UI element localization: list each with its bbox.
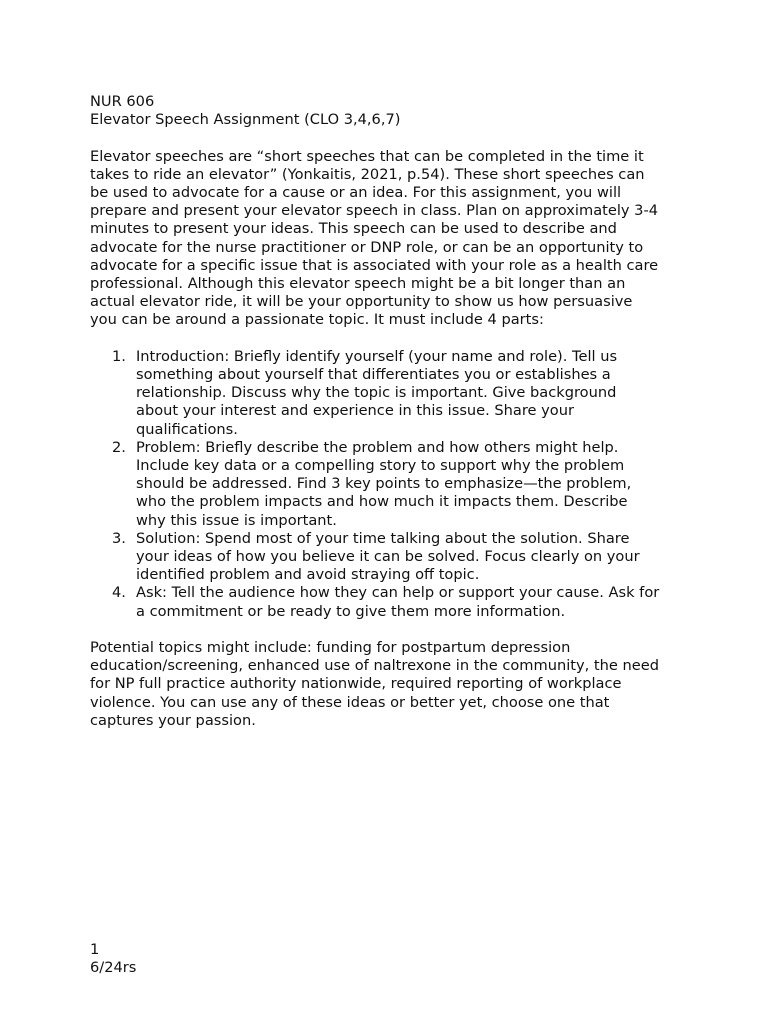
intro-line: advocate for a specific issue that is associated with your role as a health care bbox=[90, 256, 659, 274]
list-item-line: about your interest and experience in this issue. Share your bbox=[136, 402, 574, 420]
list-item-ask bbox=[90, 584, 690, 620]
list-item-line: should be addressed. Find 3 key points to emphasize—the problem, bbox=[136, 475, 632, 493]
list-number: 2. bbox=[112, 438, 126, 456]
parts-list bbox=[90, 348, 690, 621]
list-item-line: Ask: Tell the audience how they can help or support your cause. Ask for bbox=[136, 584, 660, 602]
intro-line: Elevator speeches are “short speeches that can be completed in the time it bbox=[90, 147, 644, 165]
list-item-problem bbox=[90, 439, 690, 530]
spacer bbox=[90, 129, 690, 147]
list-item-line: something about yourself that differentiates you or establishes a bbox=[136, 366, 611, 384]
list-item-line: who the problem impacts and how much it impacts them. Describe bbox=[136, 493, 628, 511]
list-item-line: qualifications. bbox=[136, 420, 238, 438]
intro-line: professional. Although this elevator speech might be a bit longer than an bbox=[90, 275, 626, 293]
list-number: 4. bbox=[112, 584, 126, 602]
topics-line: violence. You can use any of these ideas or better yet, choose one that bbox=[90, 693, 610, 711]
revision-code: 6/24rs bbox=[90, 959, 137, 977]
list-number: 1. bbox=[112, 347, 126, 365]
topics-line: captures your passion. bbox=[90, 711, 256, 729]
spacer bbox=[90, 621, 690, 639]
intro-line: minutes to present your ideas. This speech can be used to describe and bbox=[90, 220, 617, 238]
topics-paragraph bbox=[90, 639, 690, 730]
list-item-line: Introduction: Briefly identify yourself (your name and role). Tell us bbox=[136, 347, 618, 365]
list-item-line: relationship. Discuss why the topic is important. Give background bbox=[136, 384, 617, 402]
list-item-line: a commitment or be ready to give them more information. bbox=[136, 602, 566, 620]
list-item-line: Include key data or a compelling story to support why the problem bbox=[136, 457, 625, 475]
topics-line: education/screening, enhanced use of naltrexone in the community, the need bbox=[90, 657, 659, 675]
list-item-line: your ideas of how you believe it can be solved. Focus clearly on your bbox=[136, 548, 640, 566]
list-item-line: Problem: Briefly describe the problem and how others might help. bbox=[136, 438, 619, 456]
intro-line: actual elevator ride, it will be your opportunity to show us how persuasive bbox=[90, 293, 633, 311]
list-item-solution bbox=[90, 530, 690, 585]
assignment-title: Elevator Speech Assignment (CLO 3,4,6,7) bbox=[90, 111, 401, 129]
intro-line: takes to ride an elevator” (Yonkaitis, 2021, p.54). These short speeches can bbox=[90, 165, 645, 183]
list-item-line: Solution: Spend most of your time talking about the solution. Share bbox=[136, 529, 630, 547]
list-item-introduction bbox=[90, 348, 690, 439]
intro-line: you can be around a passionate topic. It must include 4 parts: bbox=[90, 311, 544, 329]
list-item-line: identified problem and avoid straying off topic. bbox=[136, 566, 480, 584]
page-footer bbox=[90, 941, 136, 977]
list-number: 3. bbox=[112, 529, 126, 547]
topics-line: Potential topics might include: funding for postpartum depression bbox=[90, 639, 571, 657]
course-code: NUR 606 bbox=[90, 93, 155, 110]
intro-paragraph bbox=[90, 148, 690, 330]
intro-line: prepare and present your elevator speech in class. Plan on approximately 3-4 bbox=[90, 202, 659, 220]
intro-line: advocate for the nurse practitioner or DNP role, or can be an opportunity to bbox=[90, 238, 644, 256]
page-number: 1 bbox=[90, 941, 100, 958]
document-page bbox=[90, 93, 690, 730]
list-item-line: why this issue is important. bbox=[136, 511, 337, 529]
spacer bbox=[90, 330, 690, 348]
topics-line: for NP full practice authority nationwide, required reporting of workplace bbox=[90, 675, 622, 693]
intro-line: be used to advocate for a cause or an idea. For this assignment, you will bbox=[90, 184, 622, 201]
